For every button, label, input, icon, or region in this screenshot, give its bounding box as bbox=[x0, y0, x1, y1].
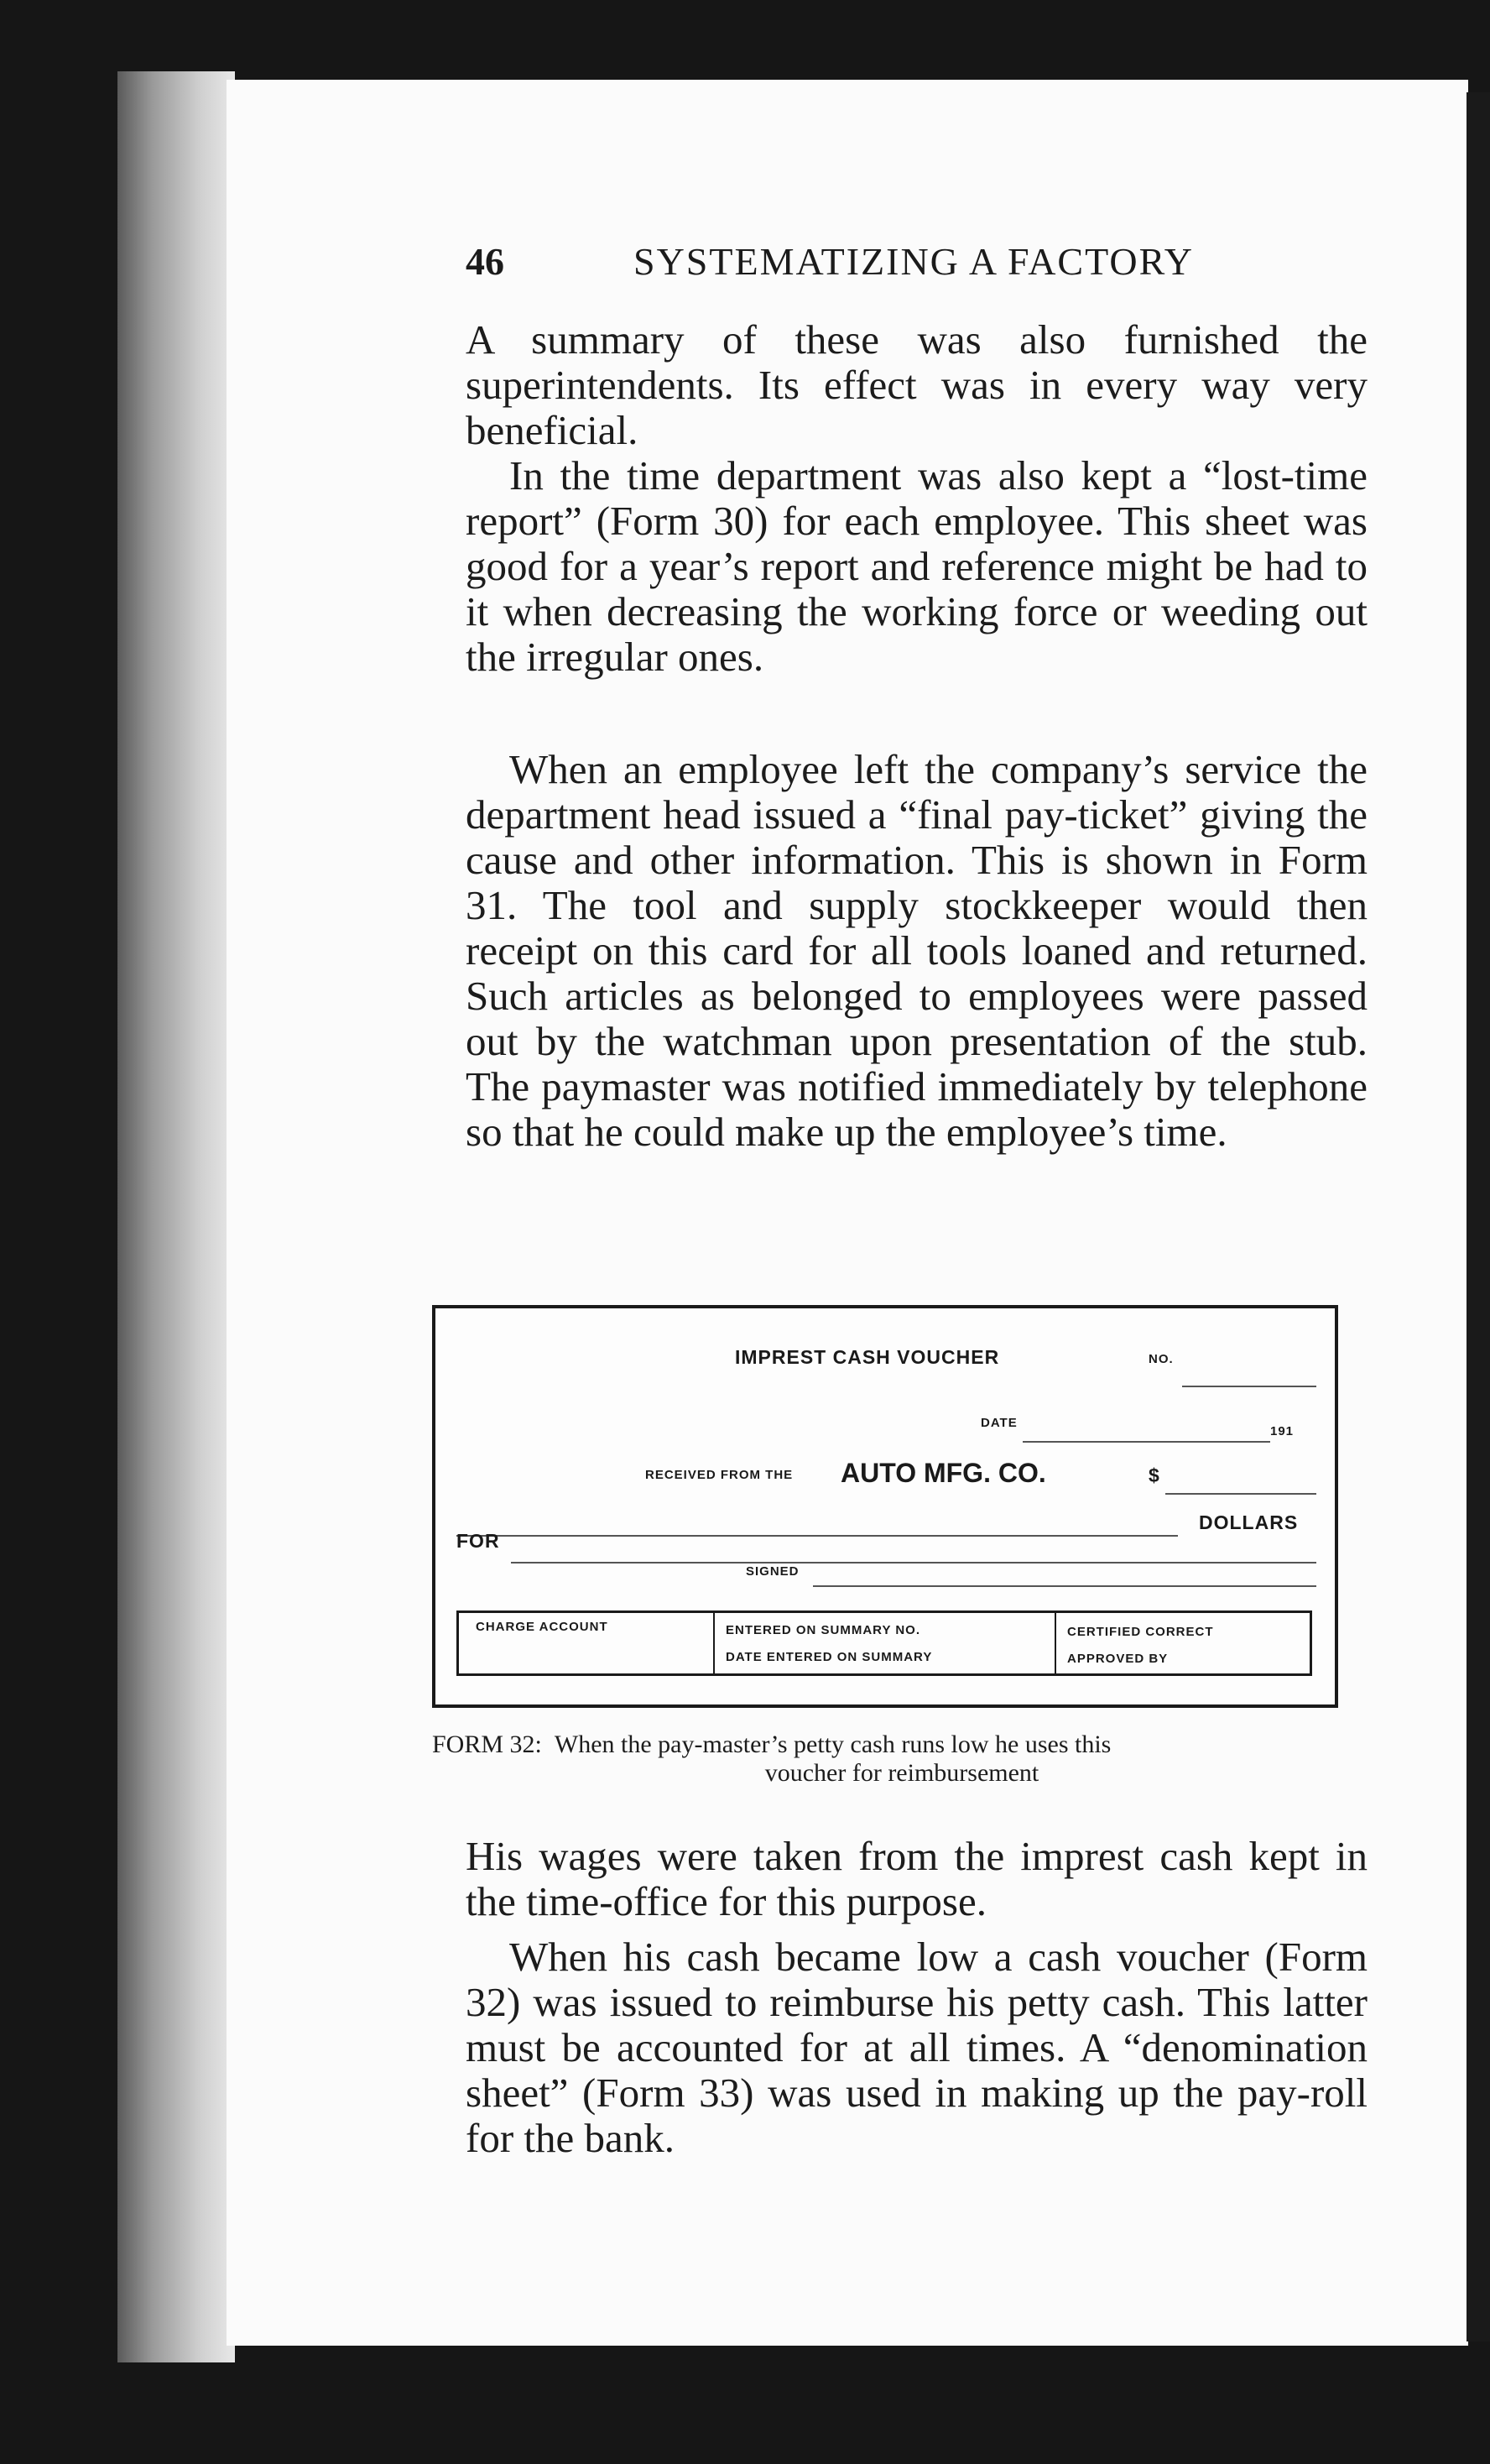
approved-label: APPROVED BY bbox=[1067, 1652, 1169, 1666]
year-label: 191 bbox=[1270, 1424, 1295, 1438]
date-label: DATE bbox=[981, 1416, 1018, 1430]
dollars-line bbox=[456, 1535, 1178, 1537]
signed-label: SIGNED bbox=[746, 1564, 800, 1579]
book-page-edges bbox=[117, 71, 235, 2362]
dollars-label: DOLLARS bbox=[1199, 1511, 1299, 1533]
signed-line bbox=[813, 1585, 1316, 1587]
paragraph-3: When an employee left the company’s service the department head issued a “final pay-ticket” giving the cause and other information. This is shown in Form 31. The tool and supply stockkeeper would then receipt on this card for all tools loaned and returned. Such articles as belonged to employees were passed out by the watchman upon presentation of the stub. The paymaster was notified immediately by telephone so that he could make up the employee’s time. bbox=[466, 746, 1368, 1155]
form-no-label: NO. bbox=[1149, 1352, 1174, 1366]
for-label: FOR bbox=[456, 1530, 500, 1552]
received-from-label: RECEIVED FROM THE bbox=[645, 1468, 794, 1482]
box-divider-2 bbox=[1055, 1613, 1056, 1673]
form-title: IMPREST CASH VOUCHER bbox=[735, 1346, 1000, 1368]
paragraph-5: When his cash became low a cash voucher (Form 32) was issued to reimburse his petty cash. This latter must be accounted for at all times. A “denomination sheet” (Form 33) was used in making up the pay-roll for the bank. bbox=[466, 1934, 1368, 2161]
paragraph-2: In the time department was also kept a “lost-time report” (Form 30) for each employee. This sheet was good for a year’s report and reference might be had to it when decreasing the working force or weeding out the irregular ones. bbox=[466, 452, 1368, 680]
paragraph-4: His wages were taken from the imprest cash kept in the time-office for this purpose. bbox=[466, 1833, 1368, 1924]
caption-line-1: When the pay-master’s petty cash runs low he uses this bbox=[554, 1731, 1112, 1758]
caption-line-2: voucher for reimbursement bbox=[764, 1759, 1039, 1787]
accounting-box bbox=[456, 1610, 1312, 1676]
certified-label: CERTIFIED CORRECT bbox=[1067, 1625, 1214, 1639]
dollar-sign: $ bbox=[1149, 1464, 1160, 1486]
facing-page-edge bbox=[1467, 92, 1490, 2341]
caption-label: FORM 32: bbox=[432, 1731, 542, 1758]
company-name: AUTO MFG. CO. bbox=[841, 1458, 1046, 1488]
amount-line bbox=[1165, 1493, 1316, 1495]
no-line bbox=[1182, 1386, 1316, 1387]
imprest-cash-voucher-form bbox=[432, 1305, 1338, 1708]
for-line bbox=[511, 1562, 1316, 1563]
running-header bbox=[466, 239, 1347, 298]
paragraph-1: A summary of these was also furnished the superintendents. Its effect was in every way very beneficial. bbox=[466, 316, 1368, 453]
form-caption bbox=[432, 1731, 1338, 1788]
charge-account-label: CHARGE ACCOUNT bbox=[476, 1620, 608, 1634]
page-number: 46 bbox=[466, 240, 504, 283]
entered-summary-label: ENTERED ON SUMMARY NO. bbox=[726, 1623, 921, 1637]
date-entered-label: DATE ENTERED ON SUMMARY bbox=[726, 1650, 933, 1664]
running-title: SYSTEMATIZING A FACTORY bbox=[633, 240, 1194, 283]
box-divider-1 bbox=[713, 1613, 715, 1673]
date-line bbox=[1023, 1441, 1270, 1443]
